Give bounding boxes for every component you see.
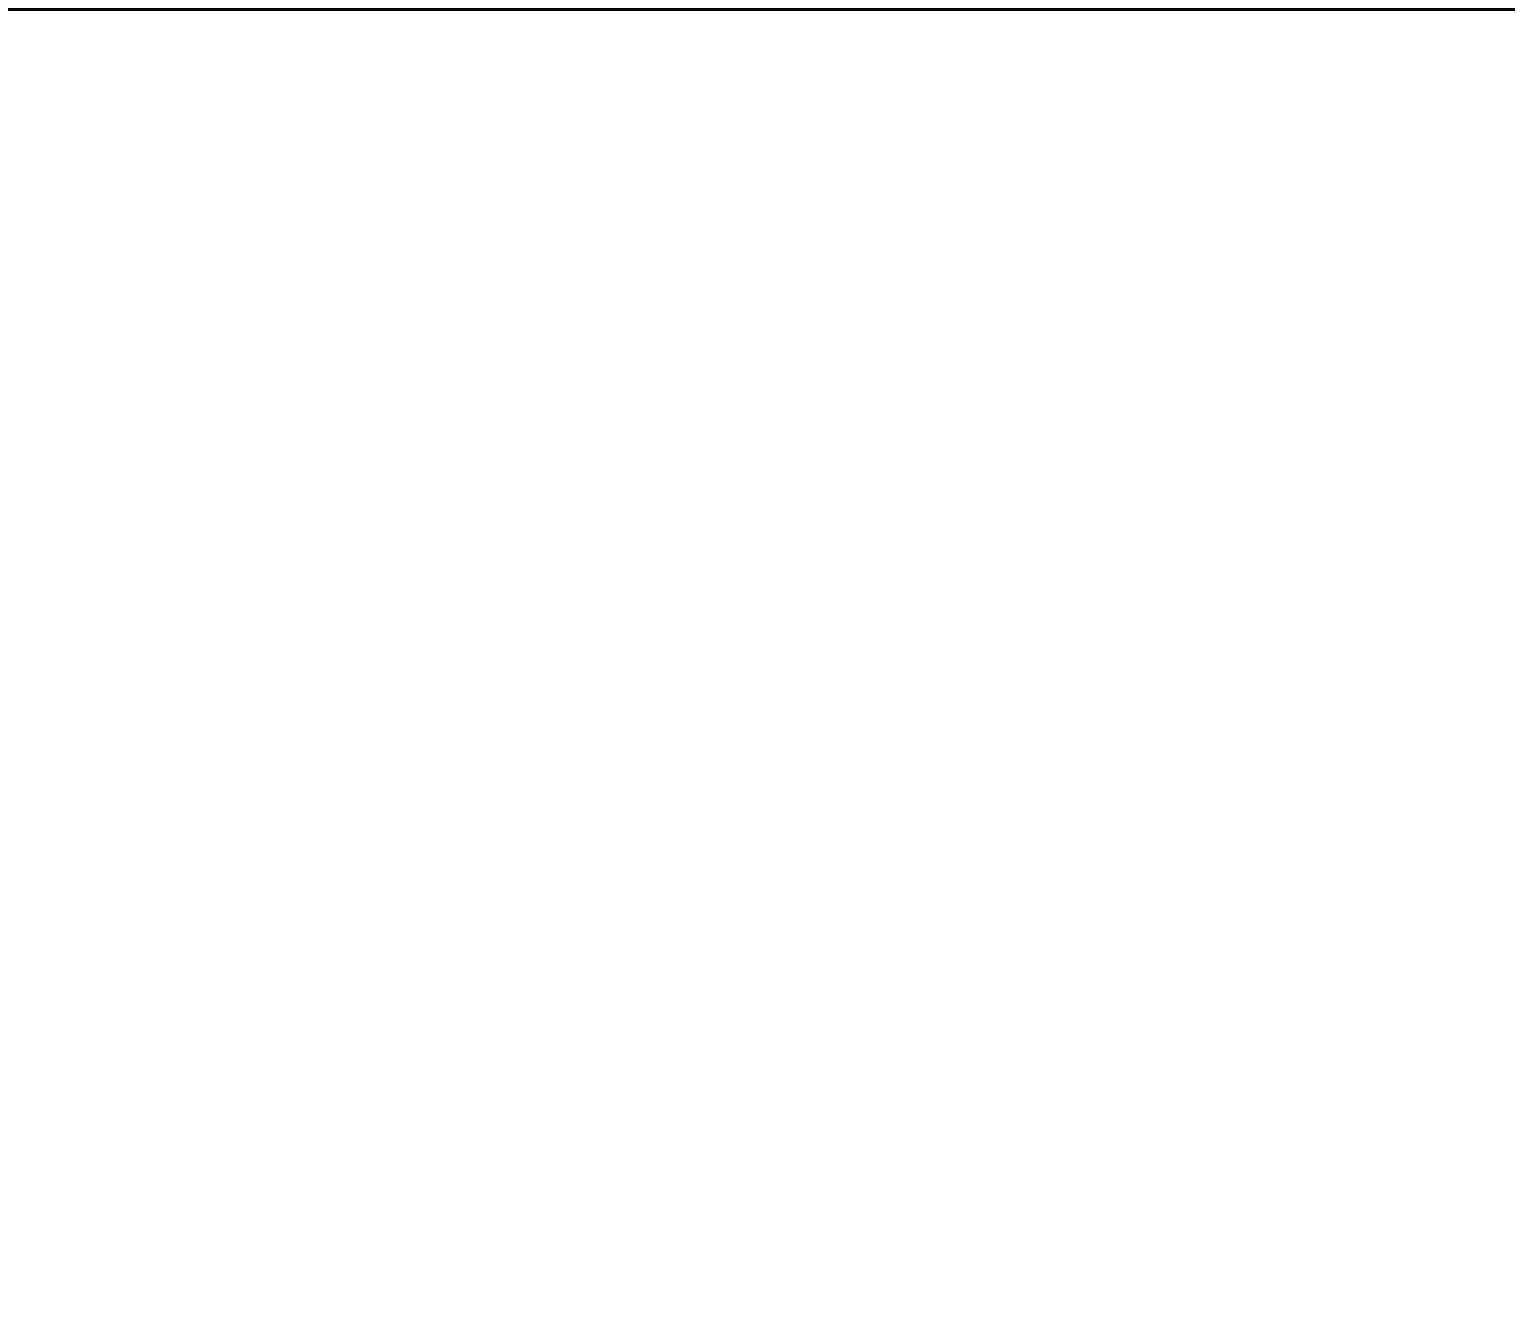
document-page [0, 0, 1520, 19]
troubleshooting-table [8, 8, 1515, 11]
